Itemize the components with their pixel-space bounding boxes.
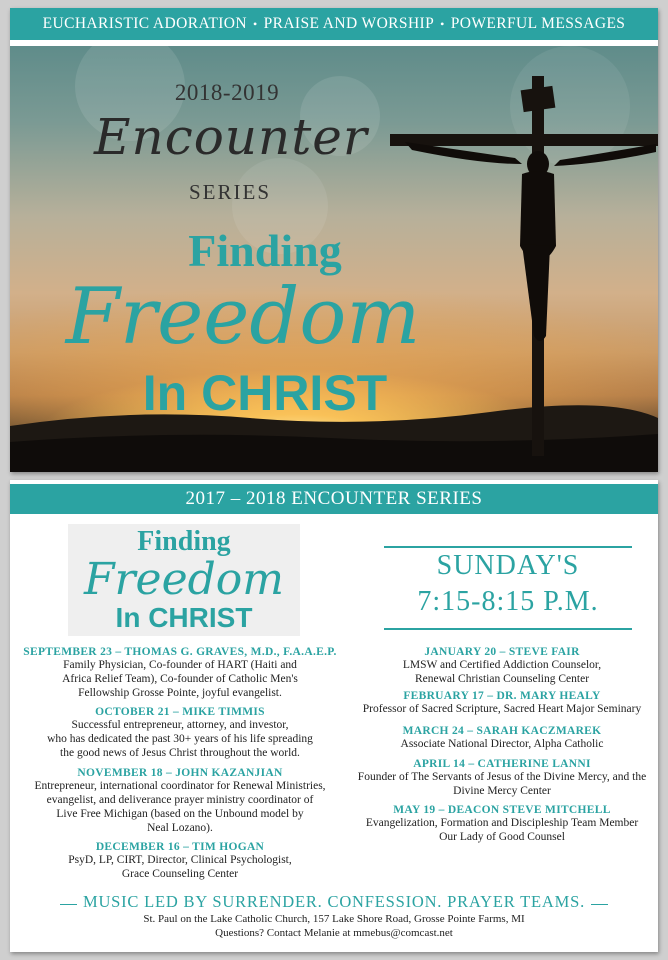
speaker-entry: [346, 725, 658, 751]
footer-title-text: MUSIC LED BY SURRENDER. CONFESSION. PRAYER TEAMS.: [77, 892, 591, 911]
logo-in-christ: In CHRIST: [115, 602, 253, 633]
logo-freedom: Freedom: [83, 554, 285, 605]
speaker-description: [346, 770, 658, 798]
speaker-line: Successful entrepreneur, attorney, and investor,: [71, 719, 289, 731]
hero-image: [10, 46, 658, 472]
speaker-line: Fellowship Grosse Pointe, joyful evangelist.: [78, 687, 282, 699]
speaker-line: Renewal Christian Counseling Center: [414, 673, 590, 685]
speaker-description: [10, 718, 350, 760]
bottom-flyer-card: [10, 480, 658, 952]
encounter-script-title: Encounter: [94, 108, 368, 166]
tagline-item-messages: POWERFUL MESSAGES: [450, 15, 626, 32]
series-word: SERIES: [188, 180, 271, 204]
finding-title: Finding: [188, 225, 342, 276]
speaker-line: LMSW and Certified Addiction Counselor,: [402, 659, 602, 671]
finding-freedom-logo: [68, 524, 300, 636]
speaker-line: Evangelization, Formation and Discipleship Team Member: [365, 817, 639, 829]
speaker-line: Our Lady of Good Counsel: [439, 831, 565, 843]
speaker-entry: [346, 804, 658, 844]
series-title-bar: 2017 – 2018 ENCOUNTER SERIES: [10, 484, 658, 514]
speaker-line: Neal Lozano).: [147, 822, 213, 834]
tagline-item-worship: PRAISE AND WORSHIP: [263, 15, 435, 32]
tagline-separator: •: [440, 16, 445, 31]
speaker-entry: [10, 841, 350, 881]
speaker-line: Associate National Director, Alpha Catholic: [400, 738, 604, 750]
speaker-description: [346, 702, 658, 716]
speaker-heading: DECEMBER 16 – TIM HOGAN: [95, 841, 265, 853]
tagline-item-adoration: EUCHARISTIC ADORATION: [42, 15, 247, 32]
speaker-entry: [346, 758, 658, 798]
schedule-box: [384, 546, 632, 630]
speaker-heading: NOVEMBER 18 – JOHN KAZANJIAN: [77, 767, 283, 779]
in-christ-title: In CHRIST: [142, 365, 388, 421]
year-range: 2018-2019: [174, 80, 280, 105]
tagline-separator: •: [252, 16, 258, 31]
speaker-entry: [10, 767, 350, 835]
top-flyer-card: [10, 8, 658, 472]
speaker-description: [10, 658, 350, 700]
speaker-line: Founder of The Servants of Jesus of the Divine Mercy, and the: [357, 771, 647, 783]
speaker-description: [346, 816, 658, 844]
logo-finding: Finding: [137, 526, 231, 557]
footer-contact: Questions? Contact Melanie at mmebus@comcast.net: [215, 927, 453, 939]
speaker-heading: APRIL 14 – CATHERINE LANNI: [413, 758, 591, 770]
speaker-description: [346, 737, 658, 751]
speaker-description: [10, 779, 350, 835]
speaker-heading: FEBRUARY 17 – DR. MARY HEALY: [403, 690, 601, 702]
tagline-bar: [10, 8, 658, 40]
speaker-line: Africa Relief Team), Co-founder of Catholic Men's: [62, 673, 298, 685]
speaker-line: Entrepreneur, international coordinator for Renewal Ministries,: [34, 780, 326, 792]
speaker-description: [10, 853, 350, 881]
speaker-heading: MARCH 24 – SARAH KACZMAREK: [402, 725, 602, 737]
speaker-line: Grace Counseling Center: [121, 868, 239, 880]
speaker-entry: [10, 646, 350, 700]
freedom-title: Freedom: [65, 272, 421, 362]
schedule-divider: [384, 546, 632, 548]
speaker-line: evangelist, and deliverance prayer ministry coordinator of: [46, 794, 314, 806]
speaker-heading: OCTOBER 21 – MIKE TIMMIS: [95, 706, 265, 718]
speaker-entry: [346, 690, 658, 716]
speaker-line: Divine Mercy Center: [453, 785, 551, 797]
speaker-line: Family Physician, Co-founder of HART (Haiti and: [63, 659, 297, 671]
schedule-day: SUNDAY'S: [436, 550, 580, 581]
schedule-divider: [384, 628, 632, 630]
speaker-description: [346, 658, 658, 686]
speaker-entry: [346, 646, 658, 686]
speaker-heading: JANUARY 20 – STEVE FAIR: [424, 646, 580, 658]
speaker-line: who has dedicated the past 30+ years of his life spreading: [47, 733, 313, 745]
schedule-time: 7:15-8:15 P.M.: [417, 586, 599, 617]
speaker-line: the good news of Jesus Christ throughout the world.: [60, 747, 300, 759]
footer-title: [10, 892, 658, 912]
speaker-line: PsyD, LP, CIRT, Director, Clinical Psychologist,: [68, 854, 292, 866]
speaker-line: Professor of Sacred Scripture, Sacred Heart Major Seminary: [362, 703, 642, 715]
speaker-heading: MAY 19 – DEACON STEVE MITCHELL: [393, 804, 611, 816]
speaker-line: Live Free Michigan (based on the Unbound model by: [56, 808, 304, 820]
footer-address: St. Paul on the Lake Catholic Church, 157 Lake Shore Road, Grosse Pointe Farms, MI: [143, 913, 525, 925]
speaker-entry: [10, 706, 350, 760]
speaker-heading: SEPTEMBER 23 – THOMAS G. GRAVES, M.D., F.A.A.E.P.: [23, 646, 337, 658]
